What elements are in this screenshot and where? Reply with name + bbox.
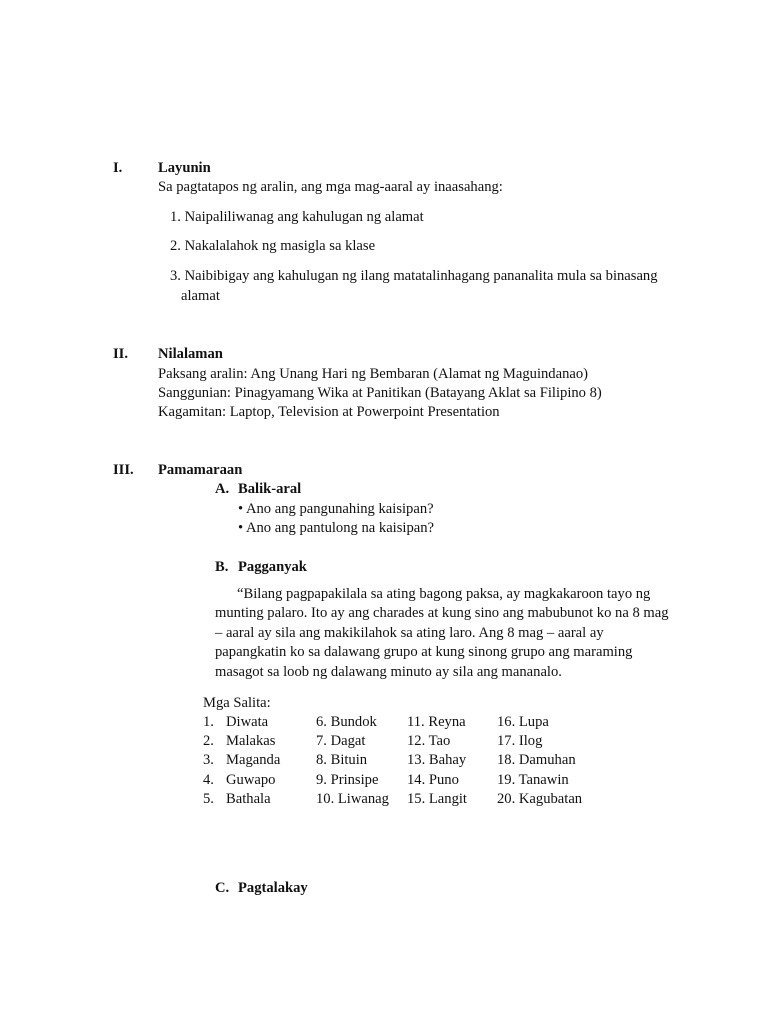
subsection-c-letter: C.: [215, 880, 230, 896]
section2-numeral: II.: [113, 346, 129, 362]
section3-numeral: III.: [113, 462, 134, 478]
word-item: 17. Ilog: [497, 733, 543, 749]
section3-title: Pamamaraan: [158, 462, 243, 478]
word-number: 5.: [203, 791, 214, 807]
motivation-paragraph: [215, 585, 675, 682]
word-number: 4.: [203, 772, 214, 788]
subsection-b-letter: B.: [215, 559, 229, 575]
content-line-materials: Kagamitan: Laptop, Television at Powerpoint Presentation: [158, 404, 500, 420]
word-item: 16. Lupa: [497, 714, 549, 730]
word-item: 6. Bundok: [316, 714, 377, 730]
word-item: 8. Bituin: [316, 752, 368, 768]
word-item: 19. Tanawin: [497, 772, 569, 788]
word-item: 20. Kagubatan: [497, 791, 583, 807]
objective-item: 3. Naibibigay ang kahulugan ng ilang matatalinhagang pananalita mula sa binasang: [170, 268, 658, 284]
objective-item: 1. Naipaliliwanag ang kahulugan ng alamat: [170, 209, 424, 225]
word-number: 1.: [203, 714, 214, 730]
word-item: 18. Damuhan: [497, 752, 576, 768]
word-item: Malakas: [226, 733, 276, 749]
word-item: 9. Prinsipe: [316, 772, 379, 788]
word-item: Diwata: [226, 714, 269, 730]
section1-intro: Sa pagtatapos ng aralin, ang mga mag-aaral ay inaasahang:: [158, 179, 503, 195]
subsection-a-letter: A.: [215, 481, 230, 497]
subsection-a-title: Balik-aral: [238, 481, 302, 497]
section1-numeral: I.: [113, 160, 123, 176]
word-item: 7. Dagat: [316, 733, 366, 749]
objective-item: 2. Nakalalahok ng masigla sa klase: [170, 238, 376, 254]
motivation-paragraph-text: “Bilang pagpapakilala sa ating bagong paksa, ay magkakaroon tayo ng munting palaro. Ito ay ang charades at kung sino ang mabubunot ko na 8 mag – aaral ay sila ang makikilahok sa ating laro. Ang 8 mag – aaral ay papangkatin ko sa dalawang grupo at kung sinong grupo ang maraming masagot sa loob ng dalawang minuto ay sila ang mananalo.: [215, 586, 669, 680]
word-item: Maganda: [226, 752, 281, 768]
word-item: 11. Reyna: [407, 714, 466, 730]
word-item: 12. Tao: [407, 733, 451, 749]
subsection-b-title: Pagganyak: [238, 559, 307, 575]
objective-item-continuation: alamat: [181, 288, 220, 304]
word-item: 15. Langit: [407, 791, 467, 807]
word-item: Guwapo: [226, 772, 276, 788]
review-bullet: • Ano ang pantulong na kaisipan?: [238, 520, 435, 536]
word-item: 10. Liwanag: [316, 791, 389, 807]
content-line-reference: Sanggunian: Pinagyamang Wika at Panitikan (Batayang Aklat sa Filipino 8): [158, 385, 602, 401]
word-number: 2.: [203, 733, 214, 749]
word-item: 13. Bahay: [407, 752, 467, 768]
word-item: Bathala: [226, 791, 271, 807]
section1-title: Layunin: [158, 160, 211, 176]
subsection-c-title: Pagtalakay: [238, 880, 308, 896]
review-bullet: • Ano ang pangunahing kaisipan?: [238, 501, 434, 517]
words-label: Mga Salita:: [203, 695, 271, 711]
word-number: 3.: [203, 752, 214, 768]
content-line-topic: Paksang aralin: Ang Unang Hari ng Bembaran (Alamat ng Maguindanao): [158, 366, 588, 382]
word-item: 14. Puno: [407, 772, 459, 788]
section2-title: Nilalaman: [158, 346, 223, 362]
